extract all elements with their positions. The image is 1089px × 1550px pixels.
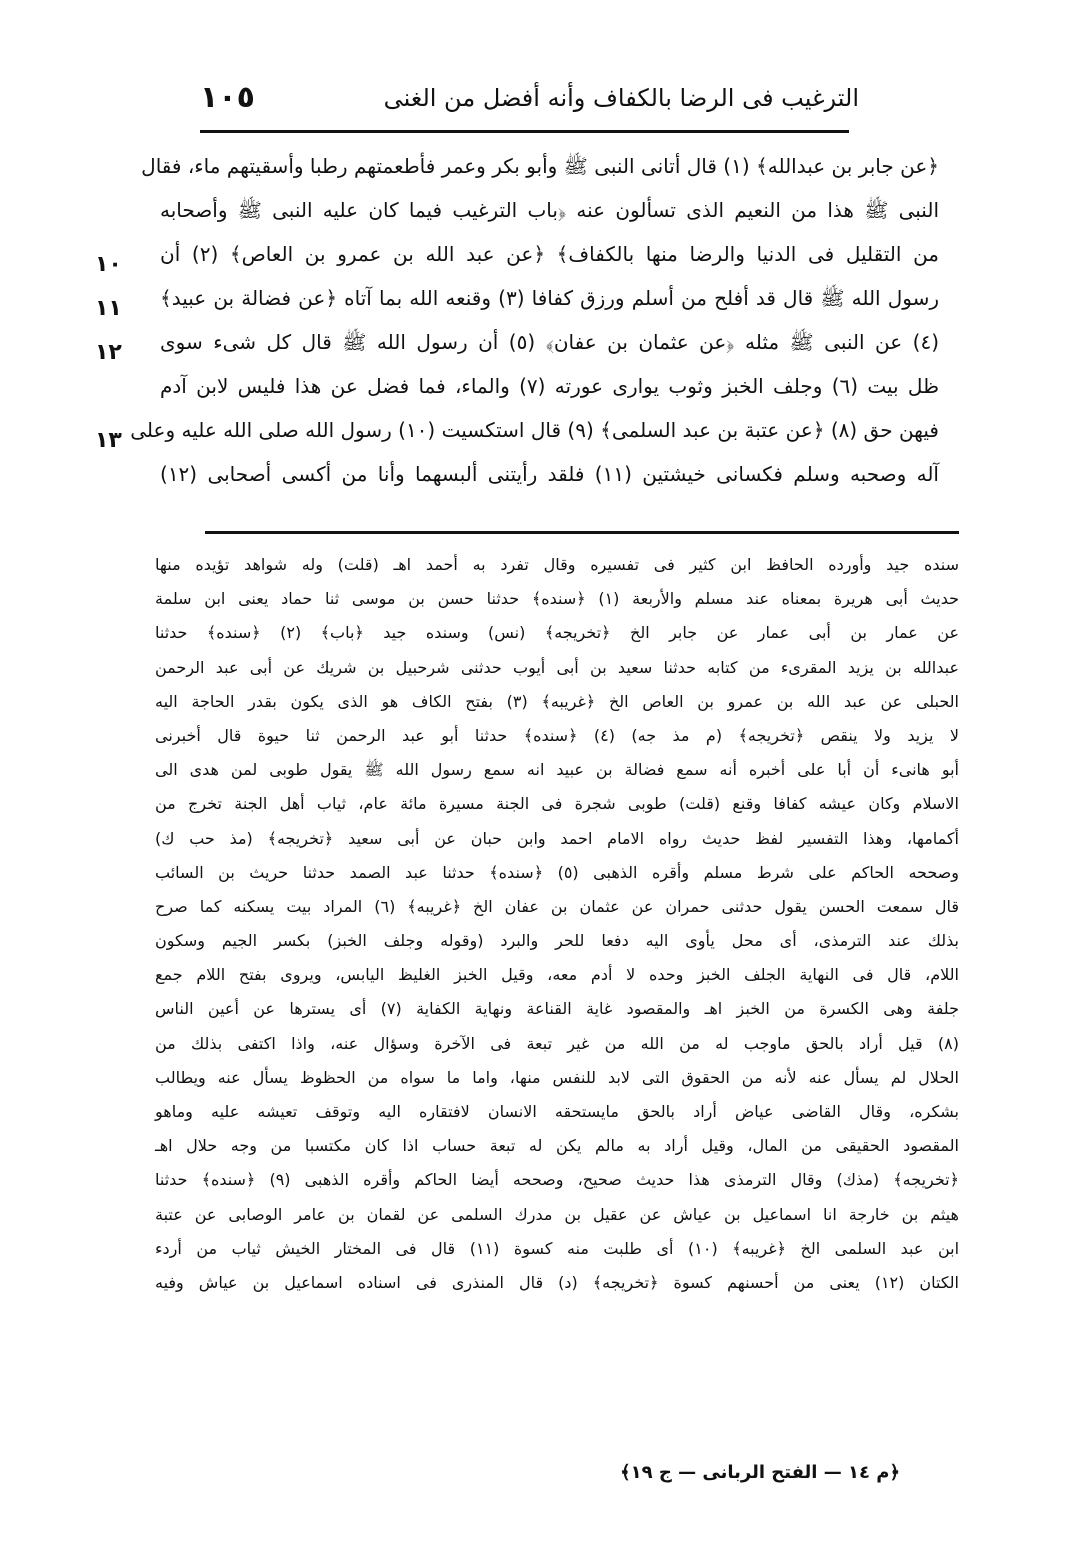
commentary-line: عبدالله بن يزيد المقرىء من كتابه حدثنا سعيد بن أبى أيوب حدثنى شرحبيل بن شريك عن أبى عبد الرحمن [155, 657, 959, 677]
commentary-line: اللام، قال فى النهاية الجلف الخبز وحده لا أدم معه، وقيل الخبز الغليظ اليابس، ويروى بفتح اللام جمع [155, 965, 959, 985]
main-text-line: فيهن حق (٨) ﴿عن عتبة بن عبد السلمى﴾ (٩) قال استكسيت (١٠) رسول الله صلى الله عليه وعلى [130, 418, 939, 442]
commentary-line: الاسلام وكان عيشه كفافا وقنع (قلت) طوبى شجرة فى الجنة مسيرة مائة عام، ثياب أهل الجنة تخرج من [155, 794, 959, 814]
commentary-line: الكتان (١٢) يعنى من أحسنهم كسوة ﴿تخريجه﴾ (د) قال المنذرى فى اسناده اسماعيل بن عياش وفيه [155, 1272, 960, 1292]
main-text [130, 144, 940, 496]
commentary-line: سنده جيد وأورده الحافظ ابن كثير فى تفسيره وقال تفرد به أحمد اهـ (قلت) وله شواهد تؤيده منها [155, 555, 959, 574]
commentary-line: ابن عبد السلمى الخ ﴿غريبه﴾ (١٠) أى طلبت منه كسوة (١١) قال فى المختار الخيش ثياب من أردء [155, 1238, 960, 1258]
main-text-line: ظل بيت (٦) وجلف الخبز وثوب يوارى عورته (٧) والماء، فما فضل عن هذا فليس لابن آدم [160, 374, 939, 398]
commentary-line: الحلال لم يسأل عنه لأنه من الحقوق التى لابد للنفس منها، واما ما سواه من الحظوظ يسأل عنه ويطالب [155, 1067, 959, 1087]
page-number: ١٠٥ [200, 80, 255, 115]
commentary-line: قال سمعت الحسن يقول حدثنى حمران عن عثمان بن عفان الخ ﴿غريبه﴾ (٦) المراد بيت يسكنه كما صرح [155, 896, 959, 916]
main-text-line: النبى ﷺ هذا من النعيم الذى تسألون عنه ﴿باب الترغيب فيما كان عليه النبى ﷺ وأصحابه [160, 198, 939, 222]
main-text-line: آله وصحبه وسلم فكسانى خيشتين (١١) فلقد رأيتنى ألبسهما وأنا من أكسى أصحابى (١٢) [160, 462, 939, 486]
commentary-line: (٨) قيل أراد بالحق ماوجب له من الله من غير تبعة فى الآخرة وسؤال عنه، واذا اكتفى بذلك من [155, 1033, 959, 1053]
commentary-line: هيثم بن خارجة انا اسماعيل بن عياش عن عقيل بن مدرك السلمى عن لقمان بن عامر الوصابى عن عتبة [155, 1204, 959, 1224]
commentary-line: وصححه الحاكم على شرط مسلم وأقره الذهبى (٥) ﴿سنده﴾ حدثنا عبد الصمد حدثنا حريث بن السائب [155, 862, 959, 882]
commentary [155, 548, 959, 1300]
commentary-line: بشكره، وقال القاضى عياض أراد بالحق مايستحقه الانسان لافتقاره اليه وتوقف تعيشه عليه وماهو [155, 1102, 959, 1121]
hadith-number: ١٢ [95, 340, 122, 365]
hadith-number: ١٠ [95, 252, 122, 277]
main-text-line: ﴿عن جابر بن عبدالله﴾ (١) قال أتانى النبى ﷺ وأبو بكر وعمر فأطعمتهم رطبا وأسقيتهم ماء، فقال [141, 154, 939, 178]
commentary-line: لا يزيد ولا ينقص ﴿تخريجه﴾ (م مذ جه) (٤) ﴿سنده﴾ حدثنا أبو عبد الرحمن ثنا حيوة قال أخبرنى [155, 725, 960, 745]
header-rule [200, 130, 849, 133]
commentary-line: بذلك عند الترمذى، أى محل يأوى اليه دفعا للحر والبرد (وقوله وجلف الخبز) بكسر الجيم وسكون [155, 931, 959, 951]
commentary-line: أبو هانىء أن أبا على أخبره أنه سمع فضالة بن عبيد انه سمع رسول الله ﷺ يقول طوبى لمن هدى الى [155, 760, 959, 780]
commentary-line: المقصود الحقيقى من المال، وقيل أراد به مالم يكن له تبعة حساب اذا كان مكتسبا من وجه حلال اهـ [155, 1136, 959, 1156]
hadith-number: ١٣ [95, 428, 122, 453]
running-title: الترغيب فى الرضا بالكفاف وأنه أفضل من الغنى [383, 84, 859, 112]
commentary-line: عن عمار بن أبى عمار عن جابر الخ ﴿تخريجه﴾ (نس) وسنده جيد ﴿باب﴾ (٢) ﴿سنده﴾ حدثنا [155, 623, 960, 643]
footer-signature: ﴿م ١٤ — الفتح الربانى — ج ١٩﴾ [620, 1462, 900, 1483]
main-text-line: من التقليل فى الدنيا والرضا منها بالكفاف﴾ ﴿عن عبد الله بن عمرو بن العاص﴾ (٢) أن [160, 242, 940, 266]
hadith-number: ١١ [95, 296, 122, 321]
section-divider [205, 531, 959, 534]
main-text-line: رسول الله ﷺ قال قد أفلح من أسلم ورزق كفافا (٣) وقنعه الله بما آتاه ﴿عن فضالة بن عبيد﴾ [160, 286, 939, 310]
commentary-line: ﴿تخريجه﴾ (مذك) وقال الترمذى هذا حديث صحيح، وصححه أيضا الحاكم وأقره الذهبى (٩) ﴿سنده﴾ حدثنا [155, 1170, 960, 1190]
commentary-line: جلفة وهى الكسرة من الخبز اهـ والمقصود غاية القناعة ونهاية الكفاية (٧) أى يسترها عن أعين الناس [155, 999, 959, 1019]
page-header [140, 80, 859, 130]
main-text-line: (٤) عن النبى ﷺ مثله ﴿عن عثمان بن عفان﴾ (٥) أن رسول الله ﷺ قال كل شىء سوى [160, 330, 939, 354]
commentary-line: حديث أبى هريرة بمعناه عند مسلم والأربعة (١) ﴿سنده﴾ حدثنا حسن بن موسى ثنا حماد يعنى ابن سلمة [155, 589, 959, 609]
commentary-line: الحبلى عن عبد الله بن عمرو بن العاص الخ ﴿غريبه﴾ (٣) بفتح الكاف هو الذى يكون بقدر الحاجة اليه [155, 691, 960, 711]
commentary-line: أكمامها، وهذا التفسير لفظ حديث رواه الامام احمد وابن حبان عن أبى سعيد ﴿تخريجه﴾ (مذ حب ك) [155, 828, 959, 848]
